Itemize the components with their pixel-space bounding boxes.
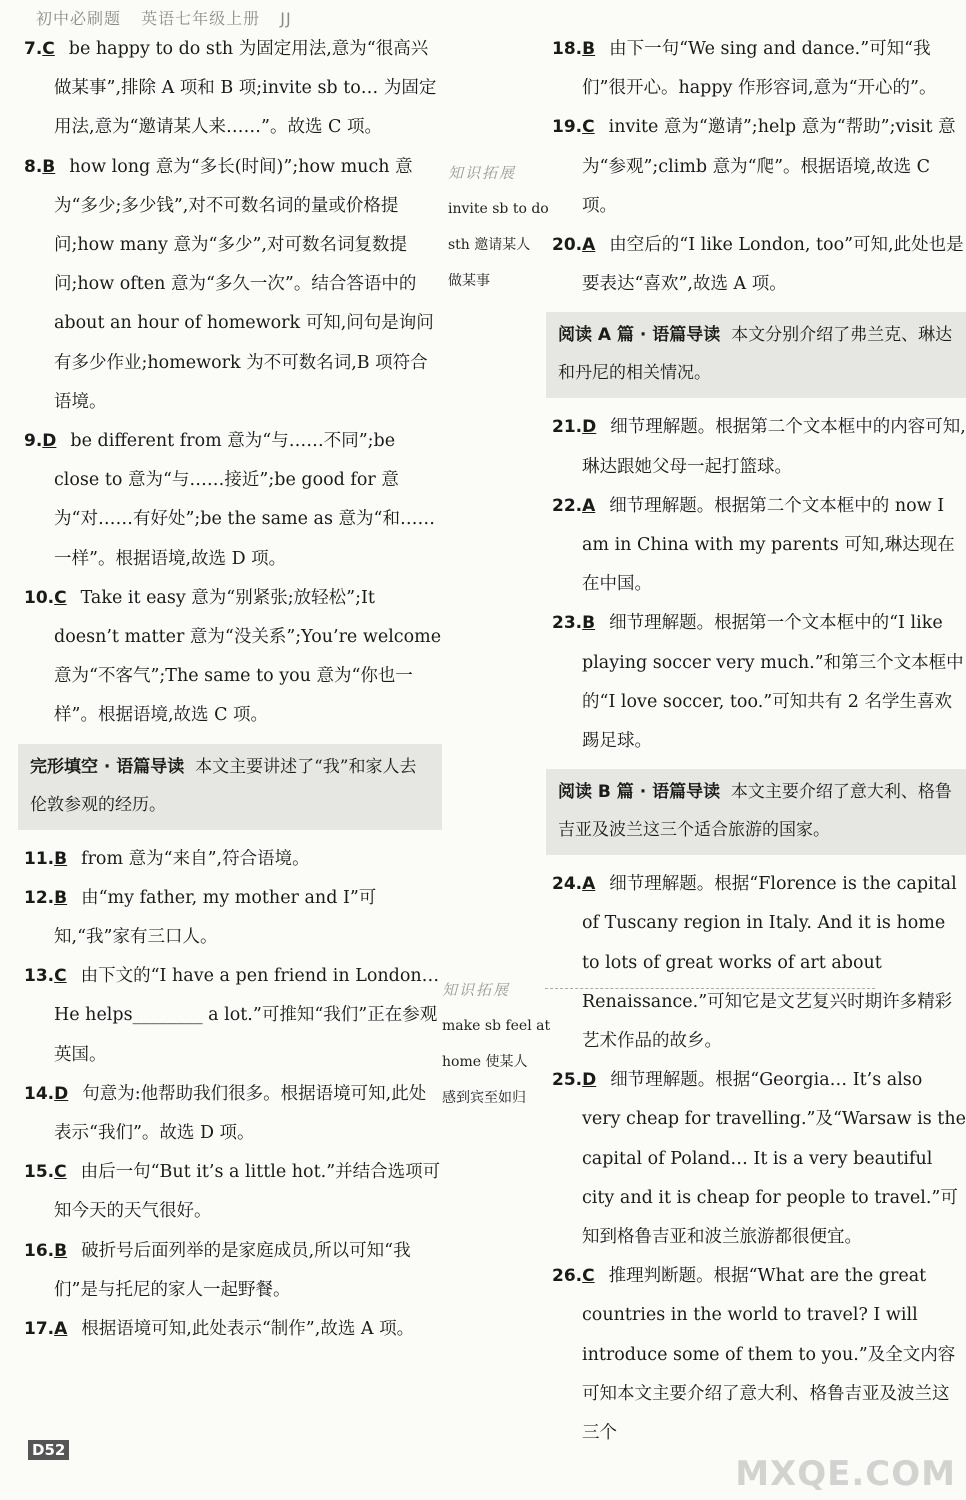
answer-letter: D bbox=[582, 1070, 597, 1091]
answer-item bbox=[24, 1232, 442, 1310]
answer-item bbox=[24, 579, 442, 736]
explanation-text: 由空后的“I like London, too”可知,此处也是要表达“喜欢”,故选 A 项。 bbox=[582, 235, 964, 295]
answer-letter: A bbox=[582, 495, 596, 516]
question-number: 23. bbox=[552, 613, 583, 634]
answer-letter: C bbox=[54, 1162, 67, 1183]
explanation-text: how long 意为“多长(时间)”;how much 意为“多少;多少钱”,对不可数名词的量或价格提问;how many 意为“多少”,对可数名词复数提问;how often 意为“多久一次”。结合答语中的 about an hour of homework 可知,问句是询问有多少作业;homework 为不可数名词,B 项符合语境。 bbox=[54, 156, 434, 412]
explanation-text: 细节理解题。根据第二个文本框中的内容可知,琳达跟她父母一起打篮球。 bbox=[582, 417, 966, 477]
book-title: 初中必刷题 bbox=[36, 9, 122, 28]
question-number: 21. bbox=[552, 417, 583, 438]
explanation-text: invite 意为“邀请”;help 意为“帮助”;visit 意为“参观”;climb 意为“爬”。根据语境,故选 C 项。 bbox=[582, 117, 956, 216]
answer-item bbox=[24, 957, 442, 1075]
question-number: 14. bbox=[24, 1083, 55, 1104]
section-text: 本文主要讲述了“我”和家人去伦敦参观的经历。 bbox=[30, 756, 417, 815]
explanation-text: 由下文的“I have a pen friend in London… He helps________ a lot.”可推知“我们”正在参观英国。 bbox=[54, 966, 440, 1065]
question-number: 16. bbox=[24, 1240, 55, 1261]
explanation-text: Take it easy 意为“别紧张;放轻松”;It doesn’t matter 意为“没关系”;You’re welcome 意为“不客气”;The same to you 意为“你也一样”。根据语境,故选 C 项。 bbox=[54, 587, 442, 726]
subject-title: 英语七年级上册 bbox=[141, 9, 261, 28]
sidenote-tag: 知识拓展 bbox=[448, 164, 517, 182]
answer-letter: C bbox=[42, 39, 55, 59]
answer-letter: B bbox=[54, 1240, 68, 1261]
answer-item bbox=[24, 1310, 442, 1349]
right-column bbox=[552, 30, 966, 1453]
answer-letter: B bbox=[54, 848, 68, 869]
explanation-text: 推理判断题。根据“What are the great countries in the world to travel? I will introduce some of them to you.”及全文内容可知本文主要介绍了意大利、格鲁吉亚及波兰这三个 bbox=[582, 1266, 956, 1444]
answer-item bbox=[24, 879, 442, 957]
answer-item bbox=[24, 422, 442, 579]
explanation-text: 细节理解题。根据第二个文本框中的 now I am in China with my parents 可知,琳达现在在中国。 bbox=[582, 495, 955, 595]
page-header bbox=[36, 6, 306, 29]
answer-item bbox=[24, 1153, 442, 1231]
watermark: MXQE.COM bbox=[735, 1454, 956, 1494]
answer-letter: C bbox=[54, 587, 67, 608]
section-text: 本文主要介绍了意大利、格鲁吉亚及波兰这三个适合旅游的国家。 bbox=[558, 782, 952, 841]
answer-item bbox=[552, 226, 966, 304]
sidenote-leader-line bbox=[545, 988, 875, 989]
question-number: 15. bbox=[24, 1162, 55, 1183]
section-title: 阅读 A 篇 · 语篇导读 bbox=[558, 325, 721, 346]
answer-letter: D bbox=[582, 417, 597, 438]
sidenote-invite bbox=[448, 155, 549, 299]
answer-letter: D bbox=[54, 1083, 69, 1104]
edition-label: JJ bbox=[280, 9, 292, 28]
question-number: 18. bbox=[552, 39, 583, 59]
answer-letter: B bbox=[54, 887, 68, 908]
explanation-text: 破折号后面列举的是家庭成员,所以可知“我们”是与托尼的家人一起野餐。 bbox=[54, 1240, 411, 1300]
section-reading-a-intro bbox=[546, 312, 966, 398]
answer-letter: C bbox=[582, 117, 595, 138]
answer-item bbox=[24, 148, 442, 422]
question-number: 9. bbox=[24, 431, 43, 452]
section-title: 完形填空 · 语篇导读 bbox=[30, 756, 185, 777]
section-reading-b-intro bbox=[546, 769, 966, 855]
sidenote-line: sth 邀请某人 bbox=[448, 237, 531, 253]
question-number: 12. bbox=[24, 887, 55, 908]
question-number: 20. bbox=[552, 235, 583, 256]
answer-item bbox=[552, 1257, 966, 1453]
question-number: 26. bbox=[552, 1266, 583, 1287]
answer-item bbox=[552, 108, 966, 226]
answer-letter: C bbox=[582, 1266, 595, 1287]
explanation-text: 由“my father, my mother and I”可知,“我”家有三口人。 bbox=[54, 887, 377, 948]
explanation-text: be different from 意为“与……不同”;be close to 意为“与……接近”;be good for 意为“对……有好处”;be the same as 意为“和……一样”。根据语境,故选 D 项。 bbox=[54, 431, 435, 569]
sidenote-line: home 使某人 bbox=[442, 1054, 528, 1070]
left-column bbox=[24, 30, 442, 1349]
explanation-text: 由下一句“We sing and dance.”可知“我们”很开心。happy 作形容词,意为“开心的”。 bbox=[582, 39, 937, 99]
answer-letter: A bbox=[582, 874, 596, 895]
question-number: 7. bbox=[24, 39, 43, 59]
question-number: 22. bbox=[552, 495, 583, 516]
explanation-text: 细节理解题。根据第一个文本框中的“I like playing soccer very much.”和第三个文本框中的“I love soccer, too.”可知共有 2 名学生喜欢踢足球。 bbox=[582, 613, 964, 752]
answer-item bbox=[552, 865, 966, 1061]
question-number: 11. bbox=[24, 848, 55, 869]
explanation-text: 由后一句“But it’s a little hot.”并结合选项可知今天的天气很好。 bbox=[54, 1162, 441, 1222]
sidenote-line: 做某事 bbox=[448, 273, 490, 289]
answer-item bbox=[552, 30, 966, 108]
answer-letter: C bbox=[54, 966, 67, 987]
sidenote-line: make sb feel at bbox=[442, 1018, 551, 1034]
question-number: 10. bbox=[24, 587, 55, 608]
explanation-text: be happy to do sth 为固定用法,意为“很高兴做某事”,排除 A 项和 B 项;invite sb to… 为固定用法,意为“邀请某人来……”。故选 C 项。 bbox=[54, 39, 437, 138]
question-number: 17. bbox=[24, 1319, 55, 1340]
question-number: 24. bbox=[552, 874, 583, 895]
section-text: 本文分别介绍了弗兰克、琳达和丹尼的相关情况。 bbox=[558, 325, 953, 384]
answer-letter: D bbox=[42, 431, 57, 452]
answer-letter: B bbox=[582, 613, 596, 634]
question-number: 25. bbox=[552, 1070, 583, 1091]
sidenote-line: 感到宾至如归 bbox=[442, 1090, 526, 1106]
answer-letter: B bbox=[42, 156, 56, 177]
explanation-text: 细节理解题。根据“Georgia… It’s also very cheap for travelling.”及“Warsaw is the capital of Poland… It is a very beautiful city and it is cheap for people to travel.”可知到格鲁吉亚和波兰旅游都很便宜。 bbox=[582, 1070, 966, 1248]
sidenote-tag: 知识拓展 bbox=[442, 981, 511, 999]
explanation-text: from 意为“来自”,符合语境。 bbox=[81, 848, 310, 869]
explanation-text: 细节理解题。根据“Florence is the capital of Tuscany region in Italy. And it is home to lots of great works of art about Renaissance.”可知它是文艺复兴时期许多精彩艺术作品的故乡。 bbox=[582, 874, 957, 1052]
answer-item bbox=[24, 1075, 442, 1153]
answer-letter: A bbox=[582, 235, 596, 256]
section-title: 阅读 B 篇 · 语篇导读 bbox=[558, 782, 721, 803]
question-number: 19. bbox=[552, 117, 583, 138]
sidenote-make-feel-home bbox=[442, 972, 550, 1116]
sidenote-line: invite sb to do bbox=[448, 201, 549, 217]
page-number: D52 bbox=[28, 1440, 69, 1460]
explanation-text: 句意为:他帮助我们很多。根据语境可知,此处表示“我们”。故选 D 项。 bbox=[54, 1083, 427, 1144]
answer-item bbox=[552, 487, 966, 605]
answer-item bbox=[552, 1061, 966, 1257]
question-number: 8. bbox=[24, 156, 43, 177]
explanation-text: 根据语境可知,此处表示“制作”,故选 A 项。 bbox=[81, 1319, 415, 1340]
question-number: 13. bbox=[24, 966, 55, 987]
answer-item bbox=[24, 840, 442, 879]
answer-letter: A bbox=[54, 1319, 68, 1340]
answer-item bbox=[24, 30, 442, 148]
section-cloze-intro bbox=[18, 744, 442, 830]
answer-letter: B bbox=[582, 39, 596, 59]
answer-item bbox=[552, 604, 966, 761]
answer-item bbox=[552, 408, 966, 486]
